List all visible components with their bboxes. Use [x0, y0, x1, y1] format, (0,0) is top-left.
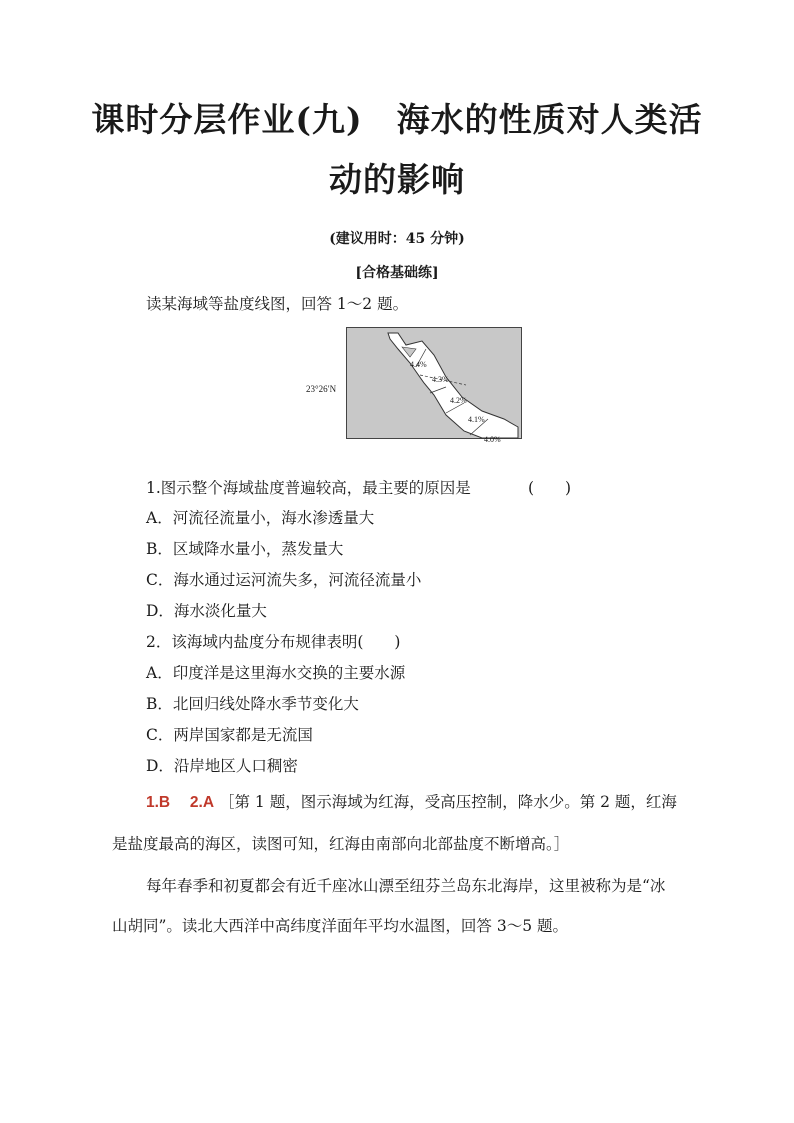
isoline-label-5: 4.0%: [484, 435, 501, 444]
answer-keys: 1.B 2.A: [146, 794, 215, 811]
q1-option-d: D．海水淡化量大: [146, 602, 267, 620]
q2-option-d: D．沿岸地区人口稠密: [146, 757, 298, 775]
answer-explanation-1: ［第 1 题，图示海域为红海，受高压控制，降水少。第 2 题，红海: [219, 793, 677, 811]
isoline-label-4: 4.1%: [468, 415, 485, 424]
question-2-stem: 2．该海域内盐度分布规律表明( ): [146, 633, 401, 651]
q2-option-c: C．两岸国家都是无流国: [146, 726, 313, 744]
page-title-continued: 动的影响: [329, 160, 465, 199]
q1-option-c: C．海水通过运河流失多，河流径流量小: [146, 571, 422, 589]
isoline-label-1: 4.4%: [410, 360, 427, 369]
section-heading: [合格基础练]: [355, 265, 439, 281]
isoline-label-3: 4.2%: [450, 396, 467, 405]
intro-text: 读某海域等盐度线图，回答 1～2 题。: [146, 295, 409, 313]
next-intro-line-1: 每年春季和初夏都会有近千座冰山漂至纽芬兰岛东北海岸，这里被称为是“冰: [146, 877, 666, 895]
question-1-stem: 1.图示整个海域盐度普遍较高，最主要的原因是: [146, 479, 471, 497]
suggested-time: (建议用时：45 分钟): [329, 231, 465, 247]
q2-option-a: A．印度洋是这里海水交换的主要水源: [146, 664, 406, 682]
q1-option-a: A．河流径流量小，海水渗透量大: [146, 509, 375, 527]
salinity-map: [346, 327, 522, 444]
latitude-label: 23°26′N: [306, 384, 337, 394]
next-intro-line-2: 山胡同”。读北大西洋中高纬度洋面年平均水温图，回答 3～5 题。: [112, 917, 569, 935]
answer-explanation-2: 是盐度最高的海区，读图可知，红海由南部向北部盐度不断增高。］: [112, 835, 570, 853]
answer-line-1: [146, 792, 677, 813]
question-1-paren: ( ): [528, 479, 572, 497]
q2-option-b: B．北回归线处降水季节变化大: [146, 695, 359, 713]
isoline-label-2: 4.3%: [432, 375, 449, 384]
q1-option-b: B．区域降水量小，蒸发量大: [146, 540, 344, 558]
page-title: 课时分层作业(九) 海水的性质对人类活: [91, 100, 703, 139]
